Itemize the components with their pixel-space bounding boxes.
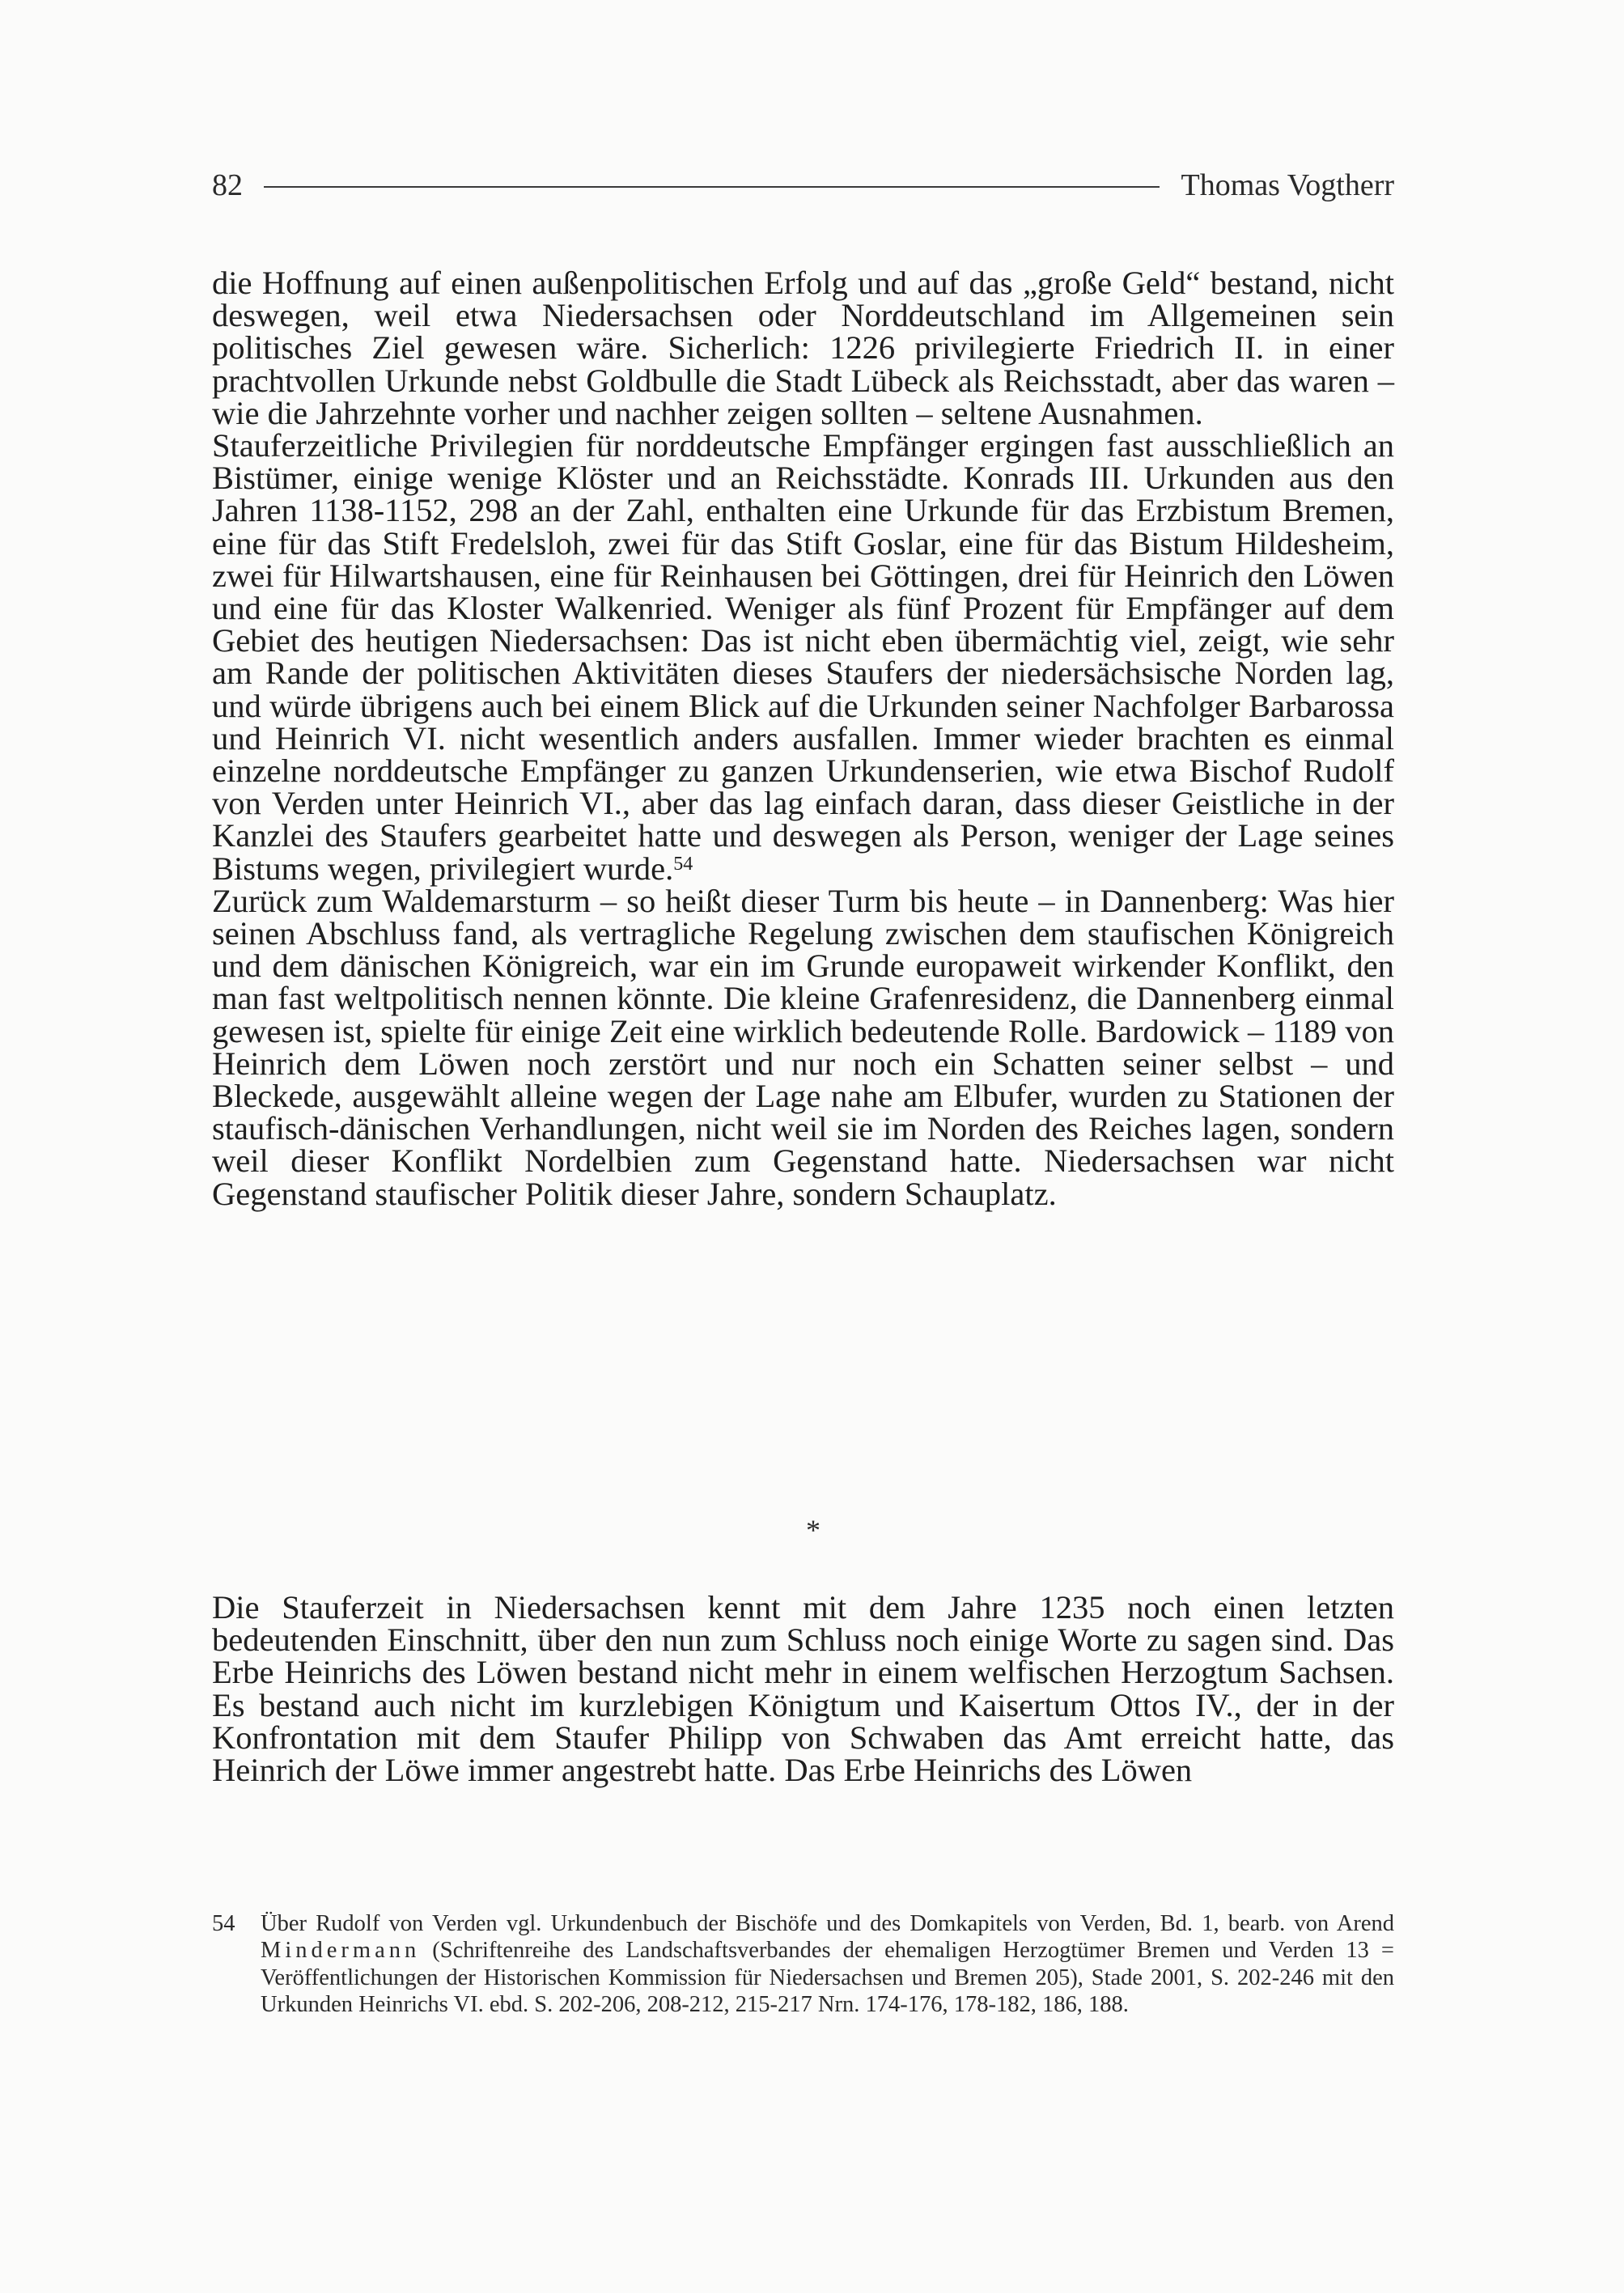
header-rule — [264, 186, 1160, 188]
paragraph: Zurück zum Waldemarsturm – so heißt dieser Turm bis heute – in Dannenberg: Was hier seinen Abschluss fand, als vertragliche Regelung zwischen dem staufischen Königreich und dem dänischen Königreich, war ein im Grunde europaweit wirkender Konflikt, den man fast weltpolitisch nennen könnte. Die kleine Grafenresidenz, die Dannenberg einmal gewesen ist, spielte für einige Zeit eine wirklich bedeutende Rolle. Bardowick – 1189 von Heinrich dem Löwen noch zerstört und nur noch ein Schatten seiner selbst – und Bleckede, ausgewählt alleine wegen der Lage nahe am Elbufer, wurden zu Stationen der staufisch-dänischen Verhandlungen, nicht weil sie im Norden des Reiches lagen, sondern weil dieser Konflikt Nordelbien zum Gegenstand hatte. Niedersachsen war nicht Gegenstand staufischer Politik dieser Jahre, sondern Schauplatz. — [212, 882, 1394, 1212]
running-header-author: Thomas Vogtherr — [1181, 168, 1394, 202]
running-header — [212, 163, 1394, 208]
page-number: 82 — [212, 168, 243, 202]
footnote-text — [261, 1910, 1394, 2018]
footnote-text-part: Über Rudolf von Verden vgl. Urkundenbuch der Bischöfe und des Domkapitels von Verden, Bd. 1, bearb. von Arend — [261, 1911, 1394, 1936]
section-separator: * — [806, 1514, 820, 1546]
main-text-block-continued — [212, 1589, 1394, 1789]
paragraph: die Hoffnung auf einen außenpolitischen Erfolg und auf das „große Geld“ bestand, nicht deswegen, weil etwa Niedersachsen oder Norddeutschland im Allgemeinen sein politisches Ziel gewesen wäre. Sicherlich: 1226 privilegierte Friedrich II. in einer prachtvollen Urkunde nebst Goldbulle die Stadt Lübeck als Reichsstadt, aber das waren – wie die Jahrzehnte vorher und nachher zeigen sollten – seltene Ausnahmen. — [212, 265, 1394, 431]
footnote-number: 54 — [212, 1911, 235, 1936]
paragraph-text: Stauferzeitliche Privilegien für norddeutsche Empfänger ergingen fast ausschließlich an Bistümer, einige wenige Klöster und an Reichsstädte. Konrads III. Urkunden aus den Jahren 1138-1152, 298 an der Zahl, enthalten eine Urkunde für das Erzbistum Bremen, eine für das Stift Fredelsloh, zwei für das Stift Goslar, eine für das Bistum Hildesheim, zwei für Hilwartshausen, eine für Reinhausen bei Göttingen, drei für Heinrich den Löwen und eine für das Kloster Walkenried. Weniger als fünf Prozent für Empfänger auf dem Gebiet des heutigen Niedersachsen: Das ist nicht eben übermächtig viel, zeigt, wie sehr am Rande der politischen Aktivitäten dieses Staufers der niedersächsische Norden lag, und würde übrigens auch bei einem Blick auf die Urkunden seiner Nachfolger Barbarossa und Heinrich VI. nicht wesentlich anders ausfallen. Immer wieder brachten es einmal einzelne norddeutsche Empfänger zu ganzen Urkundenserien, wie etwa Bischof Rudolf von Verden unter Heinrich VI., aber das lag einfach daran, dass dieser Geistliche in der Kanzlei des Staufers gearbeitet hatte und deswegen als Person, weniger der Lage seines Bistums wegen, privilegiert wurde. — [212, 427, 1394, 887]
footnote-reference[interactable]: 54 — [673, 853, 693, 875]
footnote-editor-name: Mindermann — [261, 1938, 421, 1964]
footnote-text-part: (Schriftenreihe des Landschaftsverbandes der ehemaligen Herzogtümer Bremen und Verden 13 = Veröffentlichungen der Historischen Kommission für Niedersachsen und Bremen 205), Stade 2001, S. 202-246 mit den Urkunden Heinrichs VI. ebd. S. 202-206, 208-212, 215-217 Nrn. 174-176, 178-182, 186, 188. — [261, 1938, 1394, 2017]
paragraph — [212, 427, 1394, 887]
paragraph: Die Stauferzeit in Niedersachsen kennt mit dem Jahre 1235 noch einen letzten bedeutenden Einschnitt, über den nun zum Schluss noch einige Worte zu sagen sind. Das Erbe Heinrichs des Löwen bestand nicht mehr in einem welfischen Herzogtum Sachsen. Es bestand auch nicht im kurzlebigen Königtum und Kaisertum Ottos IV., der in der Konfrontation mit dem Staufer Philipp von Schwaben das Amt erreicht hatte, das Heinrich der Löwe immer angestrebt hatte. Das Erbe Heinrichs des Löwen — [212, 1589, 1394, 1789]
main-text-block — [212, 267, 1394, 1210]
footnote — [212, 1910, 1394, 2018]
